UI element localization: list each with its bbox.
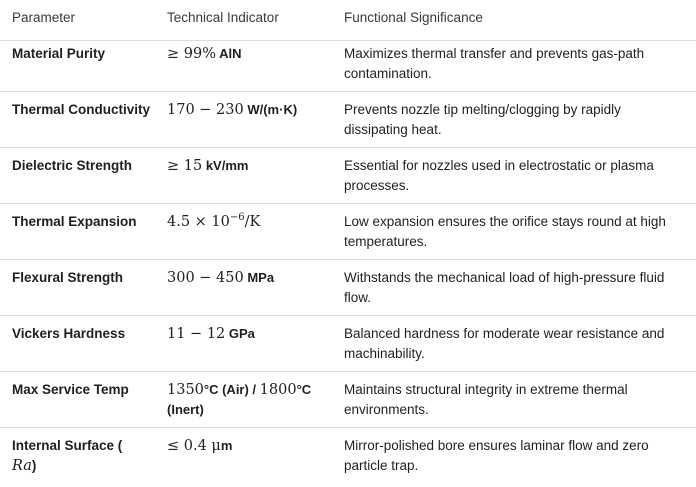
header-parameter: Parameter [12,10,76,25]
header-functional-significance: Functional Significance [344,10,483,25]
table-row [0,156,696,204]
indicator-math: 11 − 12 [167,326,226,342]
table-row [0,212,696,260]
indicator-cell [167,156,332,176]
parameter-prefix: Internal Surface ( [12,438,123,453]
indicator-cell [167,100,332,120]
indicator-cell [167,324,332,344]
indicator-math-tail: /K [244,214,261,230]
significance-cell: Prevents nozzle tip melting/clogging by rapidly dissipating heat. [344,102,621,137]
indicator-unit: m [220,438,233,453]
indicator-math-base: 4.5 × 10 [167,214,230,230]
indicator-math: 170 − 230 [167,102,244,118]
table-row [0,380,696,428]
indicator-unit: AlN [216,46,242,61]
table-row [0,436,696,483]
parameter-math: Ra [12,458,32,474]
significance-cell: Essential for nozzles used in electrostatic or plasma processes. [344,158,654,193]
indicator-math-exponent: −6 [229,212,245,223]
indicator-cell [167,44,332,64]
parameter-cell: Thermal Expansion [12,214,137,229]
table-row [0,268,696,316]
parameter-suffix: ) [31,458,37,473]
indicator-math: ≤ 0.4 μ [167,438,221,454]
table-row [0,100,696,148]
indicator-unit-b: °C (Inert) [167,382,312,417]
indicator-math-b: 1800 [259,382,297,398]
indicator-math: 300 − 450 [167,270,244,286]
parameter-cell: Material Purity [12,46,106,61]
table-header-row [0,8,696,41]
significance-cell: Balanced hardness for moderate wear resistance and machinability. [344,326,665,361]
parameter-cell [12,436,154,476]
indicator-math: ≥ 15 [167,158,203,174]
indicator-unit: GPa [225,326,255,341]
indicator-unit: MPa [243,270,275,285]
indicator-math [167,214,260,230]
indicator-cell [167,268,332,288]
indicator-cell [167,212,332,232]
header-technical-indicator: Technical Indicator [167,10,279,25]
significance-cell: Withstands the mechanical load of high-pressure fluid flow. [344,270,665,305]
indicator-unit: W/(m·K) [243,102,298,117]
table-row [0,44,696,92]
parameter-cell: Vickers Hardness [12,326,126,341]
indicator-unit-a: °C (Air) / [203,382,260,397]
parameter-cell: Thermal Conductivity [12,102,151,117]
indicator-cell [167,436,332,456]
significance-cell: Low expansion ensures the orifice stays round at high temperatures. [344,214,666,249]
indicator-math-a: 1350 [167,382,204,398]
significance-cell: Maximizes thermal transfer and prevents gas-path contamination. [344,46,645,81]
table-row [0,324,696,372]
indicator-math: ≥ 99% [167,46,216,62]
significance-cell: Maintains structural integrity in extreme thermal environments. [344,382,628,417]
parameter-cell: Max Service Temp [12,382,129,397]
parameter-cell: Flexural Strength [12,270,124,285]
indicator-unit: kV/mm [202,158,249,173]
significance-cell: Mirror-polished bore ensures laminar flow and zero particle trap. [344,438,649,473]
parameter-cell: Dielectric Strength [12,158,133,173]
indicator-cell [167,380,332,420]
